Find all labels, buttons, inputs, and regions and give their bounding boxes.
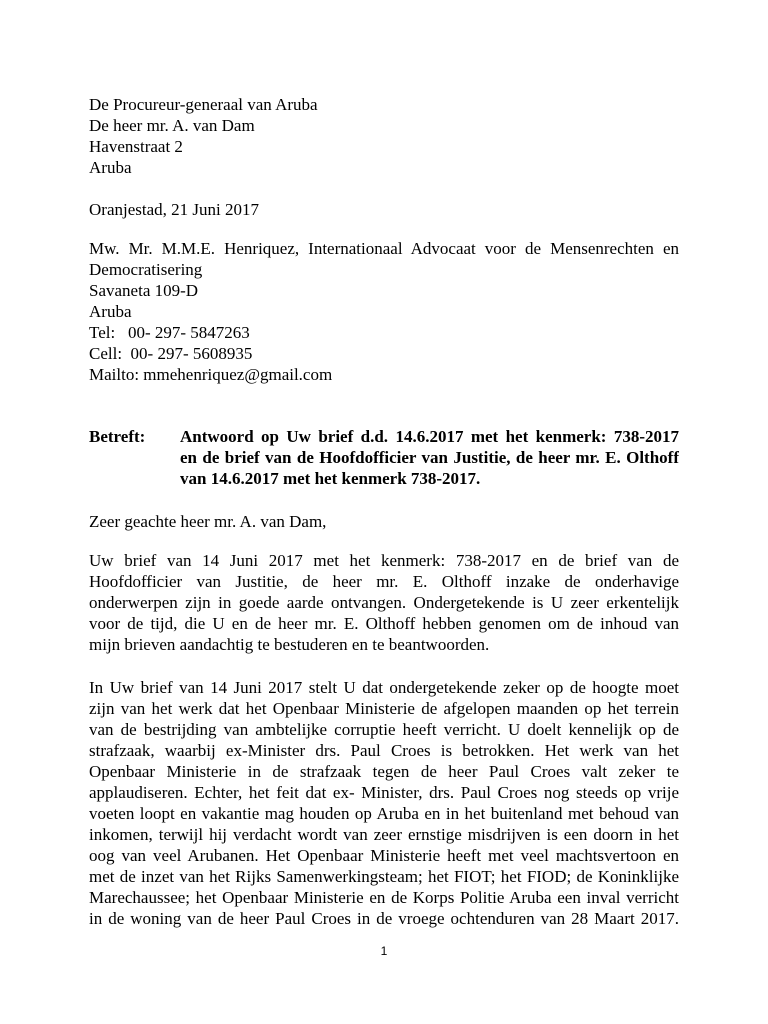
sender-address (89, 238, 679, 385)
subject-line: en de brief van de Hoofdofficier van Justitie, de heer mr. E. Olthoff (180, 448, 679, 467)
subject-line: van 14.6.2017 met het kenmerk 738-2017. (180, 469, 481, 488)
paragraph-line: Uw brief van 14 Juni 2017 met het kenmerk: 738-2017 en de brief van de (89, 551, 679, 570)
sender-country-line: Aruba (89, 302, 132, 321)
paragraph-line: Marechaussee; het Openbaar Ministerie en de Korps Politie Aruba een inval verricht (89, 888, 679, 907)
place-date-line: Oranjestad, 21 Juni 2017 (89, 200, 259, 219)
paragraph-line: met de inzet van het Rijks Samenwerkingsteam; het FIOT; het FIOD; de Koninklijke (89, 867, 679, 886)
sender-cell-line: Cell: 00- 297- 5608935 (89, 344, 253, 363)
paragraph-line: in de woning van de heer Paul Croes in de vroege ochtenduren van 28 Maart 2017. (89, 909, 679, 928)
recipient-line: Havenstraat 2 (89, 137, 183, 156)
page-number: 1 (380, 944, 388, 958)
paragraph-line: Hoofdofficier van Justitie, de heer mr. E. Olthoff inzake de onderhavige (89, 572, 679, 591)
paragraph-2 (89, 677, 679, 929)
recipient-line: Aruba (89, 158, 132, 177)
place-date (89, 199, 679, 220)
paragraph-line: In Uw brief van 14 Juni 2017 stelt U dat ondergetekende zeker op de hoogte moet (89, 678, 679, 697)
sender-mail-line: Mailto: mmehenriquez@gmail.com (89, 365, 333, 384)
subject-label: Betreft: (89, 427, 146, 446)
paragraph-line: applaudiseren. Echter, het feit dat ex- Minister, drs. Paul Croes nog steeds op vrije (89, 783, 679, 802)
salutation (89, 511, 679, 532)
sender-address-line: Savaneta 109-D (89, 281, 199, 300)
sender-name-line: Mw. Mr. M.M.E. Henriquez, Internationaal Advocaat voor de Mensenrechten en (89, 239, 679, 258)
paragraph-line: oog van veel Arubanen. Het Openbaar Ministerie heeft met veel machtsvertoon en (89, 846, 679, 865)
recipient-line: De heer mr. A. van Dam (89, 116, 255, 135)
recipient-address (89, 94, 679, 178)
paragraph-line: zijn van het werk dat het Openbaar Ministerie de afgelopen maanden op het terrein (89, 699, 679, 718)
salutation-line: Zeer geachte heer mr. A. van Dam, (89, 512, 327, 531)
sender-tel-line: Tel: 00- 297- 5847263 (89, 323, 250, 342)
paragraph-line: Openbaar Ministerie in de strafzaak tegen de heer Paul Croes valt zeker te (89, 762, 679, 781)
paragraph-line: strafzaak, waarbij ex-Minister drs. Paul Croes is betrokken. Het werk van het (89, 741, 679, 760)
subject-text (180, 426, 679, 489)
paragraph-line: voeten loopt en vakantie mag houden op Aruba en in het buitenland met behoud van (89, 804, 679, 823)
subject-line: Antwoord op Uw brief d.d. 14.6.2017 met het kenmerk: 738-2017 (180, 427, 679, 446)
recipient-line: De Procureur-generaal van Aruba (89, 95, 318, 114)
paragraph-line: voor de tijd, die U en de heer mr. E. Olthoff hebben genomen om de inhoud van (89, 614, 679, 633)
paragraph-line: inkomen, terwijl hij verdacht wordt van zeer ernstige misdrijven is een doorn in het (89, 825, 679, 844)
sender-name-line: Democratisering (89, 260, 203, 279)
paragraph-1 (89, 550, 679, 655)
paragraph-line: onderwerpen zijn in goede aarde ontvangen. Ondergetekende is U zeer erkentelijk (89, 593, 679, 612)
paragraph-line: mijn brieven aandachtig te bestuderen en te beantwoorden. (89, 635, 490, 654)
paragraph-line: van de bestrijding van ambtelijke corruptie heeft verricht. U doelt kennelijk op de (89, 720, 679, 739)
